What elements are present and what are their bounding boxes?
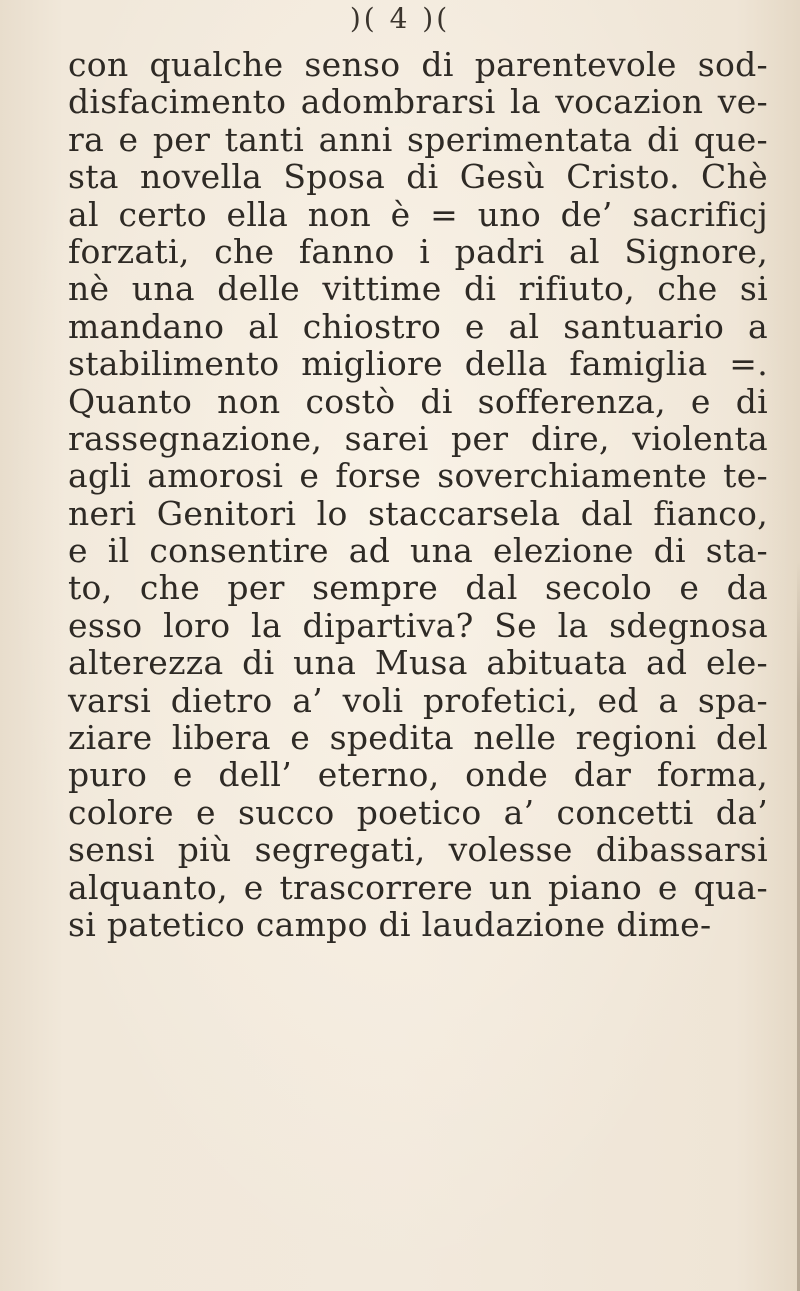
text-line: forzati, che fanno i padri al Signore, xyxy=(68,231,768,271)
text-line: alquanto, e trascorrere un piano e qua- xyxy=(68,867,768,907)
text-line: ziare libera e spedita nelle regioni del xyxy=(68,718,768,758)
text-line: agli amorosi e forse soverchiamente te- xyxy=(68,456,768,496)
text-line: e il consentire ad una elezione di sta- xyxy=(68,531,768,571)
text-line: to, che per sempre dal secolo e da xyxy=(68,568,768,608)
page-number-header: )( 4 )( xyxy=(349,2,451,35)
text-line: con qualche senso di parentevole sod- xyxy=(68,45,768,84)
body-text xyxy=(68,46,768,943)
text-line: varsi dietro a’ voli profetici, ed a spa- xyxy=(68,680,768,720)
text-line: Quanto non costò di sofferenza, e di xyxy=(68,381,768,421)
text-line: sta novella Sposa di Gesù Cristo. Chè xyxy=(68,157,768,197)
text-line: esso loro la dipartiva? Se la sdegnosa xyxy=(68,605,768,645)
text-line: disfacimento adombrarsi la vocazion ve- xyxy=(68,82,768,122)
text-line: neri Genitori lo staccarsela dal fianco, xyxy=(68,493,768,533)
text-line: rassegnazione, sarei per dire, violenta xyxy=(68,418,768,458)
text-line: mandano al chiostro e al santuario a xyxy=(68,306,768,346)
text-line: alterezza di una Musa abituata ad ele- xyxy=(68,643,768,683)
text-line: nè una delle vittime di rifiuto, che si xyxy=(68,269,768,309)
text-line: puro e dell’ eterno, onde dar forma, xyxy=(68,755,768,795)
text-line: si patetico campo di laudazione dime- xyxy=(68,904,712,944)
text-line: al certo ella non è = uno de’ sacrificj xyxy=(68,194,768,234)
text-line: ra e per tanti anni sperimentata di que- xyxy=(68,119,768,159)
text-line: sensi più segregati, volesse dibassarsi xyxy=(68,830,768,870)
text-line: stabilimento migliore della famiglia =. xyxy=(68,344,768,384)
text-line: colore e succo poetico a’ concetti da’ xyxy=(68,792,768,832)
